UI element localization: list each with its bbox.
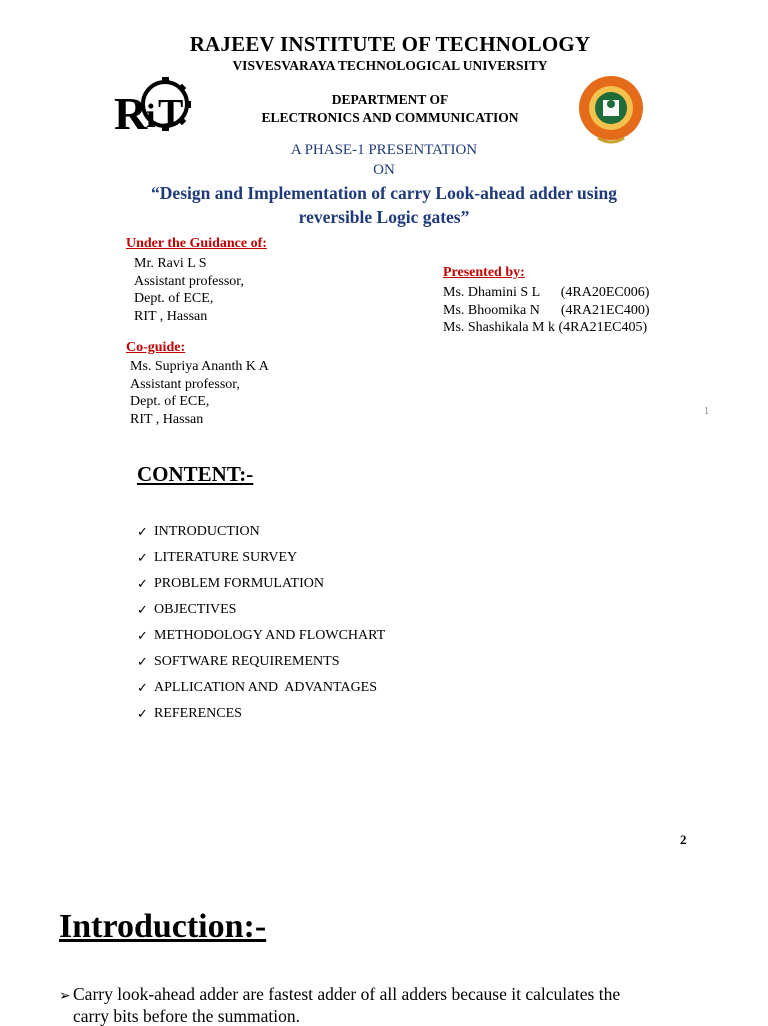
department-line-2: ELECTRONICS AND COMMUNICATION [261, 110, 519, 125]
guide-dept: Dept. of ECE, [134, 291, 214, 306]
content-item: ✓ INTRODUCTION [137, 524, 260, 540]
presenter-row: Ms. Bhoomika N (4RA21EC400) [443, 302, 650, 318]
introduction-line-1: ➢ Carry look-ahead adder are fastest adder of all adders because it calculates the [59, 984, 621, 1004]
page-number-1: 1 [704, 406, 709, 417]
check-icon: ✓ [137, 576, 148, 592]
content-item: ✓ PROBLEM FORMULATION [137, 576, 324, 592]
introduction-bullet [59, 984, 699, 1026]
project-title [110, 181, 658, 229]
page-number-2: 2 [680, 832, 687, 847]
guide-designation: Assistant professor, [134, 273, 244, 289]
content-heading: CONTENT:- [137, 462, 254, 486]
coguide-college: RIT , Hassan [130, 411, 204, 427]
introduction-line-2: carry bits before the summation. [73, 1006, 300, 1026]
arrow-bullet-icon: ➢ [59, 988, 71, 1004]
content-list [137, 519, 385, 727]
check-icon: ✓ [137, 524, 148, 540]
check-icon: ✓ [137, 628, 148, 644]
coguide-label: Co-guide: [126, 340, 186, 355]
presentation-type: A PHASE-1 PRESENTATION [290, 142, 478, 158]
content-item: ✓ REFERENCES [137, 706, 242, 722]
guide-name: Mr. Ravi L S [134, 256, 207, 271]
presenter-row: Ms. Shashikala M k (4RA21EC405) [443, 320, 648, 335]
svg-text:T: T [158, 92, 184, 134]
institute-title: RAJEEV INSTITUTE OF TECHNOLOGY [189, 32, 591, 56]
coguide-dept: Dept. of ECE, [130, 394, 210, 409]
presenter-row: Ms. Dhamini S L (4RA20EC006) [443, 285, 650, 300]
guide-label: Under the Guidance of: [126, 236, 267, 251]
project-title-line-1: “Design and Implementation of carry Look-ahead adder using [151, 183, 617, 203]
check-icon: ✓ [137, 680, 148, 696]
check-icon: ✓ [137, 706, 148, 722]
content-item: ✓ METHODOLOGY AND FLOWCHART [137, 628, 386, 644]
coguide-name: Ms. Supriya Ananth K A [130, 359, 269, 374]
project-title-line-2: reversible Logic gates” [298, 207, 470, 227]
svg-text:i: i [146, 98, 156, 135]
presentation-on: ON [373, 162, 395, 178]
content-item: ✓ LITERATURE SURVEY [137, 550, 298, 566]
department-line-1: DEPARTMENT OF [331, 92, 449, 107]
presented-by-label: Presented by: [443, 265, 525, 280]
check-icon: ✓ [137, 550, 148, 566]
guide-college: RIT , Hassan [134, 308, 208, 324]
guide-details [134, 255, 244, 325]
content-item: ✓ SOFTWARE REQUIREMENTS [137, 654, 340, 670]
coguide-designation: Assistant professor, [130, 376, 240, 392]
coguide-details [130, 358, 269, 428]
check-icon: ✓ [137, 654, 148, 670]
rit-logo-text: R [114, 88, 148, 137]
introduction-heading: Introduction:- [59, 908, 267, 945]
presenters-list [443, 284, 650, 337]
university-name: VISVESVARAYA TECHNOLOGICAL UNIVERSITY [232, 58, 548, 73]
content-item: ✓ APLLICATION AND ADVANTAGES [137, 680, 378, 696]
check-icon: ✓ [137, 602, 148, 618]
content-item: ✓ OBJECTIVES [137, 602, 237, 618]
